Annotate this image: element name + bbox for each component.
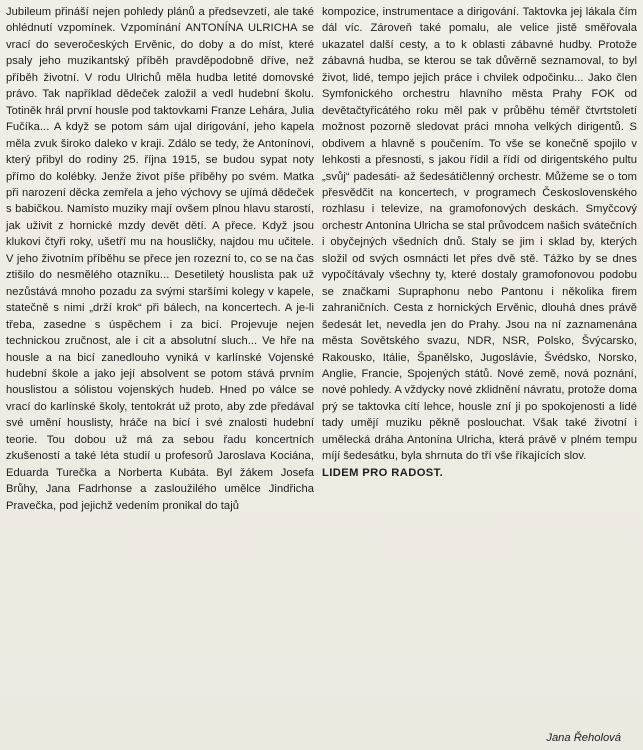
left-column-text: Jubileum přináší nejen pohledy plánů a předsevzetí, ale také ohlédnutí vzpomínek. Vzpomínání ANTONÍNA ULRICHA se vrací do severočeských Ervěnic, do doby a do míst, které psaly jeho muzikantský příběh pravděpodobně dříve, než příběh životní. V rodu Ulrichů měla hudba letité domovské právo. Tak například dědeček založil a vedl hudební školu. Totiněk hrál první housle pod taktovkami Franze Lehára, Julia Fučíka... A když se potom sám ujal dirigování, jeho kapela měla zvuk široko daleko v kraji. Zdálo se tedy, že Antonínovi, který přibyl do rodiny 25. října 1915, se budou sypat noty přímo do kolébky. Jenže život píše příběhy po svém. Matka při narození děcka zemřela a jeho výchovy se ujímá dědeček s babičkou. Namísto muziky mají ovšem plnou hlavu starostí, jak uživit z hornické mzdy devět dětí. A přece. Když jsou klukovi čtyři roky, ušetří mu na housličky, najdou mu učitele. V jeho životním příběhu se přece jen rozezní to, co se na čas ztišilo do nesmělého otazníku... Desetiletý houslista pak už nezůstává mnoho pozadu za svými staršími kolegy v kapele, statečně s nimi „drží krok“ při bálech, na koncertech. A je-li třeba, zasedne s úspěchem i za bicí. Projevuje nejen technickou zručnost, ale i cit a absolutní sluch... Ve hře na housle a na bicí zanedlouho vyniká v karlínské Vojenské hudební škole a jako její absolvent se potom stává prvním houslistou a sólistou vojenských hudeb. Hned po válce se vrací do karlínské školy, tentokrát už proto, aby zde předával své umění houslisty, hráče na bicí i své znalosti hudební teorie. Tou dobou už má za sebou řadu koncertních zkušeností a také léta studií u profesorů Jaroslava Kociána, Eduarda Turečka a Norberta Kubáta. Byl žákem Josefa Brůhy, Jana Fadrhonse a zasloužilého umělce Jindřicha Pravečka, pod jejichž vedením pronikal do tajů xyxy=(6,6,314,512)
article-columns xyxy=(6,4,637,514)
author-signature: Jana Řeholová xyxy=(546,732,621,744)
closing-line: LIDEM PRO RADOST. xyxy=(322,466,444,479)
right-column xyxy=(322,4,637,514)
left-column xyxy=(6,4,314,514)
right-column-text: kompozice, instrumentace a dirigování. Taktovka jej lákala čím dál víc. Zároveň také pomalu, ale velice jistě směřovala ukazatel další cesty, a to k oblasti zábavné hudby. Protože zábavná hudba, se kterou se tak důvěrně seznamoval, to byl život, lidé, tempo jejich práce i chvilek odpočinku... Jako člen Symfonického orchestru hlavního města Prahy FOK od devětačtyřicátého roku měl pak v průběhu téměř čtvrtstoletí možnost pozorně sledovat práci mnoha velkých dirigentů. S obdivem a hlavně s poučením. To vše se konečně spojilo v lehkosti a přesnosti, s jakou řídil a řídí od dirigentského pultu „svůj“ padesáti- až šedesátičlenný orchestr. Můžeme se o tom přesvědčit na koncertech, v programech Československého rozhlasu i televize, na gramofonových deskách. Smyčcový orchestr Antonína Ulricha se stal průvodcem našich svátečních i obyčejných všedních dnů. Staly se jim i sklad by, kterých složil od svých osmnácti let přes dvě stě. Tážko by se dnes vypočítávaly všechny ty, které dostaly gramofonovou podobu se značkami Supraphonu nebo Pantonu i několika firem zahraničních. Cesta z hornických Ervěnic, dlouhá dnes právě šedesát let, nevedla jen do Prahy. Jsou na ní zaznamenána města Sovětského svazu, NDR, NSR, Polsko, Švýcarsko, Rakousko, Itálie, Španělsko, Jugoslávie, Švédsko, Norsko, Anglie, Francie, Spojených států. Nové země, nová poznání, nové pohledy. A vždycky nové zklidnění návratu, protože doma prý se taktovka cítí lehce, housle zní ji po spokojenosti a lidé tady umějí muziku pěkně poslouchat. Však také životní i umělecká dráha Antonína Ulricha, která právě v plném tempu míjí šedesátku, byla shrnuta do tří vše říkajících slov. xyxy=(322,6,637,463)
